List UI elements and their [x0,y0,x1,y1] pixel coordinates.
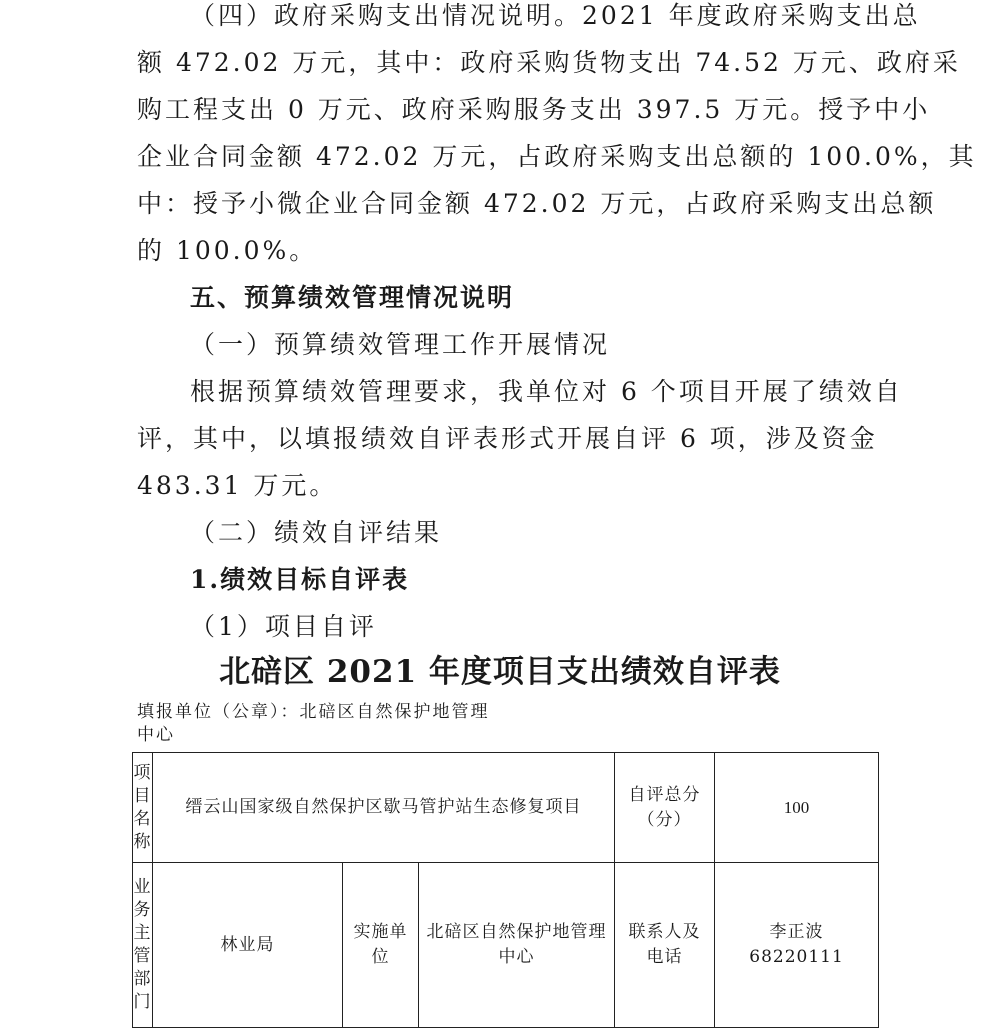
self-eval-table [132,752,879,1028]
table-row-department [133,863,879,1028]
paragraph-line-2: 额 472.02 万元，其中：政府采购货物支出 74.52 万元、政府采 [137,48,961,77]
paragraph-line-1: （四）政府采购支出情况说明。2021 年度政府采购支出总 [190,1,921,30]
contact-label: 联系人及电话 [615,863,715,1028]
work-line-3: 483.31 万元。 [137,471,338,500]
paragraph-line-6: 的 100.0%。 [137,236,318,265]
subheading-one: （一）预算绩效管理工作开展情况 [190,330,611,359]
contact-value: 李正波 68220111 [715,863,879,1028]
work-line-2: 评，其中，以填报绩效自评表形式开展自评 6 项，涉及资金 [137,424,878,453]
score-value: 100 [715,753,879,863]
subheading-project-self-eval: （1）项目自评 [190,612,377,641]
dept-value: 林业局 [153,863,343,1028]
work-line-1: 根据预算绩效管理要求，我单位对 6 个项目开展了绩效自 [190,377,903,406]
section-heading-five: 五、预算绩效管理情况说明 [190,283,515,312]
impl-label: 实施单位 [343,863,419,1028]
table-row-project [133,753,879,863]
project-name-value: 缙云山国家级自然保护区歇马管护站生态修复项目 [153,753,615,863]
paragraph-line-3: 购工程支出 0 万元、政府采购服务支出 397.5 万元。授予中小 [137,95,931,124]
impl-value: 北碚区自然保护地管理中心 [419,863,615,1028]
filling-unit: 填报单位（公章）：北碚区自然保护地管理中心 [137,702,490,745]
paragraph-line-4: 企业合同金额 472.02 万元，占政府采购支出总额的 100.0%，其 [137,142,977,171]
score-label: 自评总分（分） [615,753,715,863]
paragraph-line-5: 中：授予小微企业合同金额 472.02 万元，占政府采购支出总额 [137,189,937,218]
form-title: 北碚区 2021 年度项目支出绩效自评表 [219,654,781,690]
heading-self-eval-table: 1.绩效目标自评表 [190,565,410,594]
project-name-label: 项目名称 [133,753,153,863]
subheading-two: （二）绩效自评结果 [190,518,443,547]
dept-label: 业务主管部门 [133,863,153,1028]
